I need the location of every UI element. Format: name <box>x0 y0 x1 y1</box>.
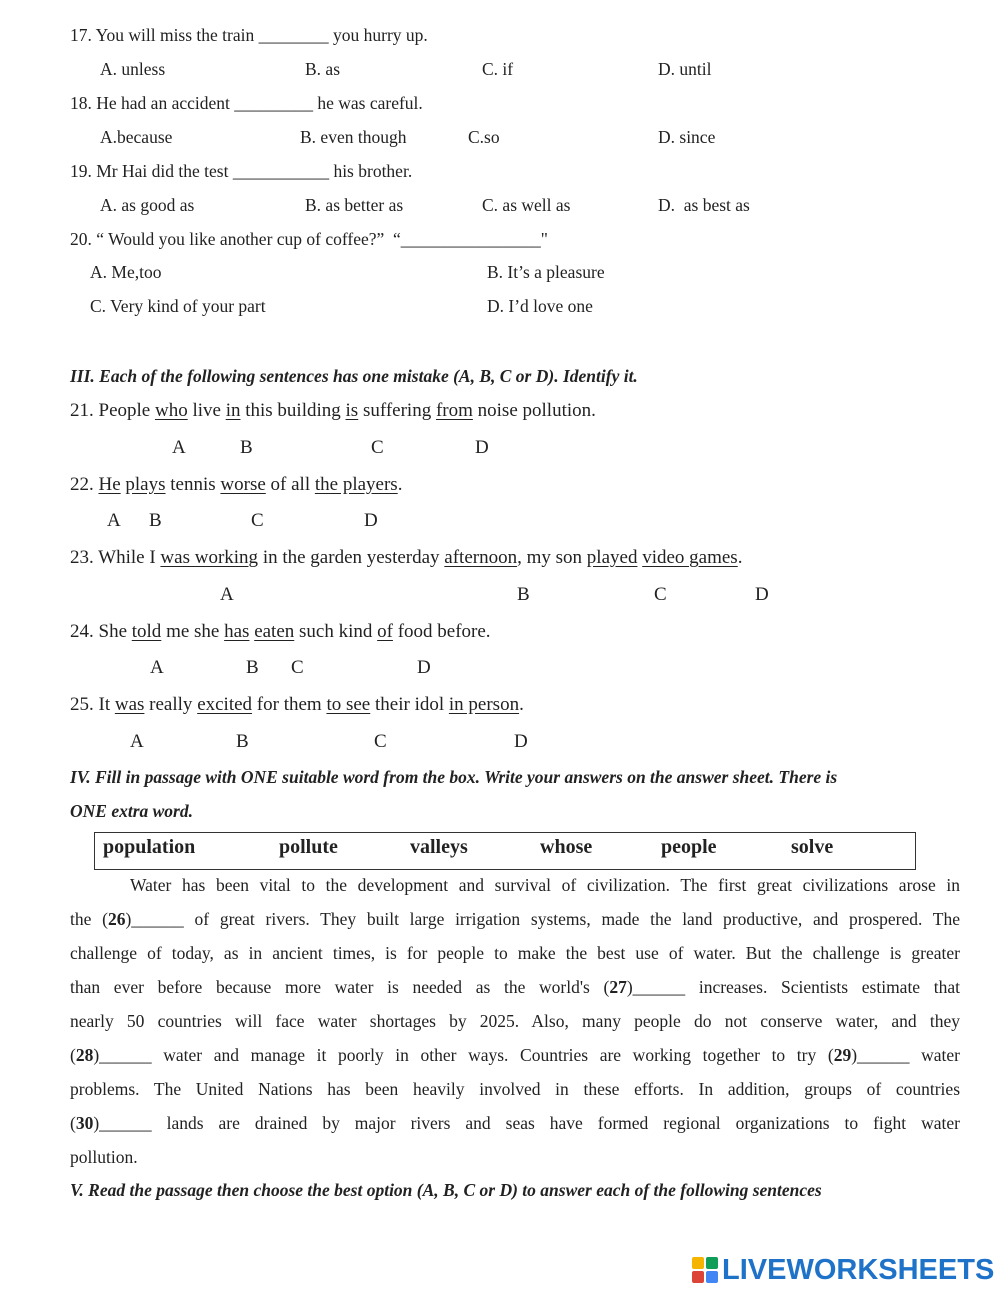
q17-option-d: D. until <box>658 59 712 79</box>
passage-line: challenge of today, as in ancient times, is for people to make the best use of water. But the challenge is greater <box>70 943 960 963</box>
word-box <box>94 832 916 870</box>
q20-option-b: B. It’s a pleasure <box>487 262 605 282</box>
q22-letter-d: D <box>364 510 378 531</box>
passage-line: the (26)______ of great rivers. They built large irrigation systems, made the land productive, and prospered. The <box>70 909 960 929</box>
passage-line: nearly 50 countries will face water shortages by 2025. Also, many people do not conserve water, and they <box>70 1011 960 1031</box>
q23-underline-d: video games <box>642 547 738 568</box>
question-24: 24. She told me she has eaten such kind of food before. <box>70 621 491 642</box>
question-19: 19. Mr Hai did the test ___________ his brother. <box>70 161 413 181</box>
q20-option-c: C. Very kind of your part <box>90 296 266 316</box>
q25-letter-a: A <box>130 731 144 752</box>
q24-letter-b: B <box>246 657 259 678</box>
q23-underline-b: afternoon <box>444 547 518 568</box>
q25-underline-b: excited <box>197 694 253 715</box>
q22-underline-c: worse <box>220 474 266 495</box>
passage-line: (28)______ water and manage it poorly in other ways. Countries are working together to try (29)______ water <box>70 1045 960 1065</box>
q25-underline-c: to see <box>326 694 371 715</box>
question-17: 17. You will miss the train ________ you hurry up. <box>70 25 428 45</box>
word-box-item: valleys <box>410 836 468 858</box>
blank-number-29: 29 <box>833 1045 852 1065</box>
q21-letter-a: A <box>172 437 186 458</box>
q22-letter-b: B <box>149 510 162 531</box>
blank-number-30: 30 <box>75 1113 94 1133</box>
q25-underline-a: was <box>114 694 145 715</box>
q22-letter-c: C <box>251 510 264 531</box>
q24-letter-d: D <box>417 657 431 678</box>
q25-letter-b: B <box>236 731 249 752</box>
q22-underline-b: plays <box>125 474 166 495</box>
q25-letter-d: D <box>514 731 528 752</box>
q19-option-a: A. as good as <box>100 195 195 215</box>
passage-line: (30)______ lands are drained by major rivers and seas have formed regional organizations to fight water <box>70 1113 960 1133</box>
word-box-item: population <box>103 836 196 858</box>
q22-underline-a: He <box>98 474 121 495</box>
section-4-heading-line-2: ONE extra word. <box>70 801 193 821</box>
q23-underline-c: played <box>586 547 638 568</box>
blank-number-28: 28 <box>75 1045 94 1065</box>
q24-letter-a: A <box>150 657 164 678</box>
question-21: 21. People who live in this building is suffering from noise pollution. <box>70 400 596 421</box>
blank-number-27: 27 <box>609 977 627 997</box>
passage-line: Water has been vital to the development and survival of civilization. The first great civilizations arose in <box>130 875 960 895</box>
q23-letter-b: B <box>517 584 530 605</box>
blank-number-26: 26 <box>107 909 126 929</box>
question-23: 23. While I was working in the garden yesterday afternoon, my son played video games. <box>70 547 743 568</box>
word-box-item: whose <box>540 836 593 858</box>
q17-option-c: C. if <box>482 59 514 79</box>
q19-option-d: D. as best as <box>658 195 750 215</box>
q18-option-c: C.so <box>468 127 500 147</box>
q21-letter-b: B <box>240 437 253 458</box>
passage-line: problems. The United Nations has been heavily involved in these efforts. In addition, groups of countries <box>70 1079 960 1099</box>
q21-underline-d: from <box>435 400 473 421</box>
question-20: 20. “ Would you like another cup of coffee?” “________________" <box>70 229 548 249</box>
q24-underline-c: eaten <box>254 621 295 642</box>
q24-underline-d: of <box>377 621 393 642</box>
q21-letter-d: D <box>475 437 489 458</box>
word-box-item: solve <box>791 836 834 858</box>
liveworksheets-logo-text: LIVEWORKSHEETS <box>722 1253 995 1286</box>
question-25: 25. It was really excited for them to see their idol in person. <box>70 694 524 715</box>
section-5-heading: V. Read the passage then choose the best option (A, B, C or D) to answer each of the following sentences <box>70 1180 822 1200</box>
passage-line: than ever before because more water is needed as the world's (27)______ increases. Scientists estimate that <box>70 977 960 997</box>
section-4-heading-line-1: IV. Fill in passage with ONE suitable word from the box. Write your answers on the answer sheet. There is <box>70 767 838 787</box>
q22-underline-d: the players <box>314 474 398 495</box>
q21-underline-c: is <box>345 400 359 421</box>
question-18: 18. He had an accident _________ he was careful. <box>70 93 423 113</box>
q19-option-b: B. as better as <box>305 195 404 215</box>
q19-option-c: C. as well as <box>482 195 571 215</box>
question-22: 22. He plays tennis worse of all the players. <box>70 474 403 495</box>
q21-letter-c: C <box>371 437 384 458</box>
q24-underline-b: has <box>224 621 250 642</box>
q21-underline-b: in <box>225 400 241 421</box>
q25-underline-d: in person <box>448 694 520 715</box>
q18-option-a: A.because <box>100 127 173 147</box>
passage-line: pollution. <box>70 1147 138 1167</box>
q24-underline-a: told <box>131 621 162 642</box>
q18-option-d: D. since <box>658 127 716 147</box>
q25-letter-c: C <box>374 731 387 752</box>
q23-underline-a: was working <box>160 547 259 568</box>
q17-option-b: B. as <box>305 59 340 79</box>
q22-letter-a: A <box>107 510 121 531</box>
liveworksheets-logo-icon <box>692 1257 718 1283</box>
section-3-heading: III. Each of the following sentences has one mistake (A, B, C or D). Identify it. <box>70 366 638 386</box>
q23-letter-a: A <box>220 584 234 605</box>
word-box-item: people <box>661 836 717 858</box>
q20-option-a: A. Me,too <box>90 262 162 282</box>
q20-option-d: D. I’d love one <box>487 296 593 316</box>
word-box-item: pollute <box>279 836 338 858</box>
q23-letter-d: D <box>755 584 769 605</box>
q21-underline-a: who <box>154 400 188 421</box>
q17-option-a: A. unless <box>100 59 166 79</box>
q24-letter-c: C <box>291 657 304 678</box>
q23-letter-c: C <box>654 584 667 605</box>
q18-option-b: B. even though <box>300 127 407 147</box>
liveworksheets-logo <box>692 1253 994 1287</box>
